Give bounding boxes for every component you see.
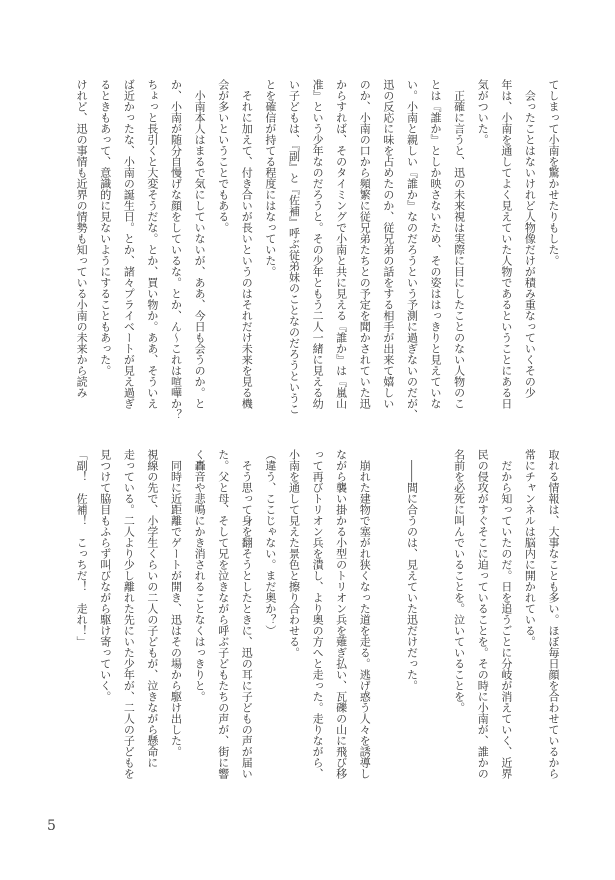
text-line: [423, 449, 447, 785]
text-line: そう思って身を翻そうとしたときに、迅の耳に子どもの声が届い: [240, 449, 254, 779]
text-line: けれど、迅の事情も近界の情勢も知っている小南の未来から読み: [75, 79, 89, 398]
text-line: とは『誰か』としか映さないため、その姿ははっきりと見えていな: [429, 79, 443, 409]
text-line: ば近かったな、小南の誕生日。とか、諸々プライベートが見え過ぎ: [122, 79, 136, 409]
text-line: 年は、小南を通してよく見えていた人物であるということにある日: [499, 79, 513, 409]
text-line: い。小南と親しい『誰か』なのだろうという予測に過ぎないのだが、: [405, 79, 419, 420]
text-line: 常にチャンネルは脳内に開かれている。: [523, 449, 537, 647]
text-line: とを確信が持てる程度にはなっていた。: [263, 79, 277, 277]
page-number: 5: [47, 818, 56, 834]
text-line: それに加えて、付き合いが長いというのはそれだけ未来を見る機: [240, 79, 254, 409]
text-line: 准』という少年なのだろうと。その少年ともう二人一緒に見える幼: [311, 79, 325, 409]
text-line: るときもあって、意識的に見ないようにすることもあった。: [98, 79, 112, 376]
text-line: のか、小南の口から頻繁に従兄弟たちとの予定を聞かされていた迅: [358, 79, 372, 409]
text-line: 同時に近距離でゲートが開き、迅はその場から駆け出した。: [169, 449, 183, 757]
text-line: 気がついた。: [476, 79, 490, 145]
text-line: い子どもは、『副』と『佐補』呼ぶ従弟妹のことなのだろうというこ: [287, 79, 301, 415]
text-line: 会が多いということでもある。: [216, 79, 230, 233]
text-line: って再びトリオン兵を潰し、より奥の方へと走った。走りながら、: [311, 449, 325, 779]
text-line: ――間に合うのは、見えていた迅だけだった。: [405, 449, 419, 691]
text-line: 民の侵攻がすぐそこに迫っていることを。その時に小南が、誰かの: [476, 449, 490, 779]
text-line: 正確に言うと、迅の未来視は実際に目にしたことのない人物のこ: [452, 79, 466, 409]
text-line: からすれば、そのタイミングで小南と共に見える『誰か』は『嵐山: [334, 79, 348, 409]
text-line: てしまって小南を驚かせたりもした。: [547, 79, 560, 266]
text-line: 見つけて脇目もふらず叫びながら駆け寄っていく。: [98, 449, 112, 702]
text-line: [376, 449, 400, 785]
text-line: 小南本人はまるで気にしていないが、ああ、今日も会うのか。と: [193, 79, 207, 409]
text-line: （違う、ここじゃない。まだ奥か？）: [263, 449, 277, 636]
text-block-upper: [70, 79, 565, 420]
text-line: 迅の反応に味を占めたのか、従兄弟の話をする相手が出来て嬉しい: [381, 79, 395, 409]
text-line: ながら襲い掛かる小型のトリオン兵を薙ぎ払い、瓦礫の山に飛び移: [334, 449, 348, 779]
text-line: 「副！ 佐補！ こっちだ！ 走れ！」: [75, 449, 89, 647]
text-line: 小南を通して見えた景色と擦り合わせる。: [287, 449, 301, 658]
text-block-lower: [70, 449, 565, 785]
text-line: 会ったことはないけれど人物像だけが積み重なっていくその少: [523, 79, 537, 398]
text-line: 崩れた建物で塞がれ狭くなった道を走る。逃げ惑う人々を誘導し: [358, 449, 372, 779]
text-line: 取れる情報は、大事なことも多い。ほぼ毎日顔を合わせているから: [547, 449, 560, 779]
text-line: 視線の先で、小学生くらいの二人の子どもが、泣きながら懸命に: [145, 449, 159, 768]
text-line: だから知っていたのだ。日を追うごとに分岐が消えていく、近界: [499, 449, 513, 779]
text-line: た。父と母、そして兄を泣きながら呼ぶ子どもたちの声が、街に響: [216, 449, 230, 779]
text-line: く轟音や悲鳴にかき消されることなくはっきりと。: [193, 449, 207, 702]
text-line: 名前を必死に叫んでいることを。泣いていることを。: [452, 449, 466, 713]
text-line: 走っている。二人より少し離れた先にいた少年が、二人の子どもを: [122, 449, 136, 779]
text-line: か、小南が随分自慢げな顔をしているな。とか、ん～これは喧嘩か？: [169, 79, 183, 420]
text-line: ちょっと長引くと大変そうだな。とか、買い物か。ああ、そういえ: [145, 79, 159, 409]
